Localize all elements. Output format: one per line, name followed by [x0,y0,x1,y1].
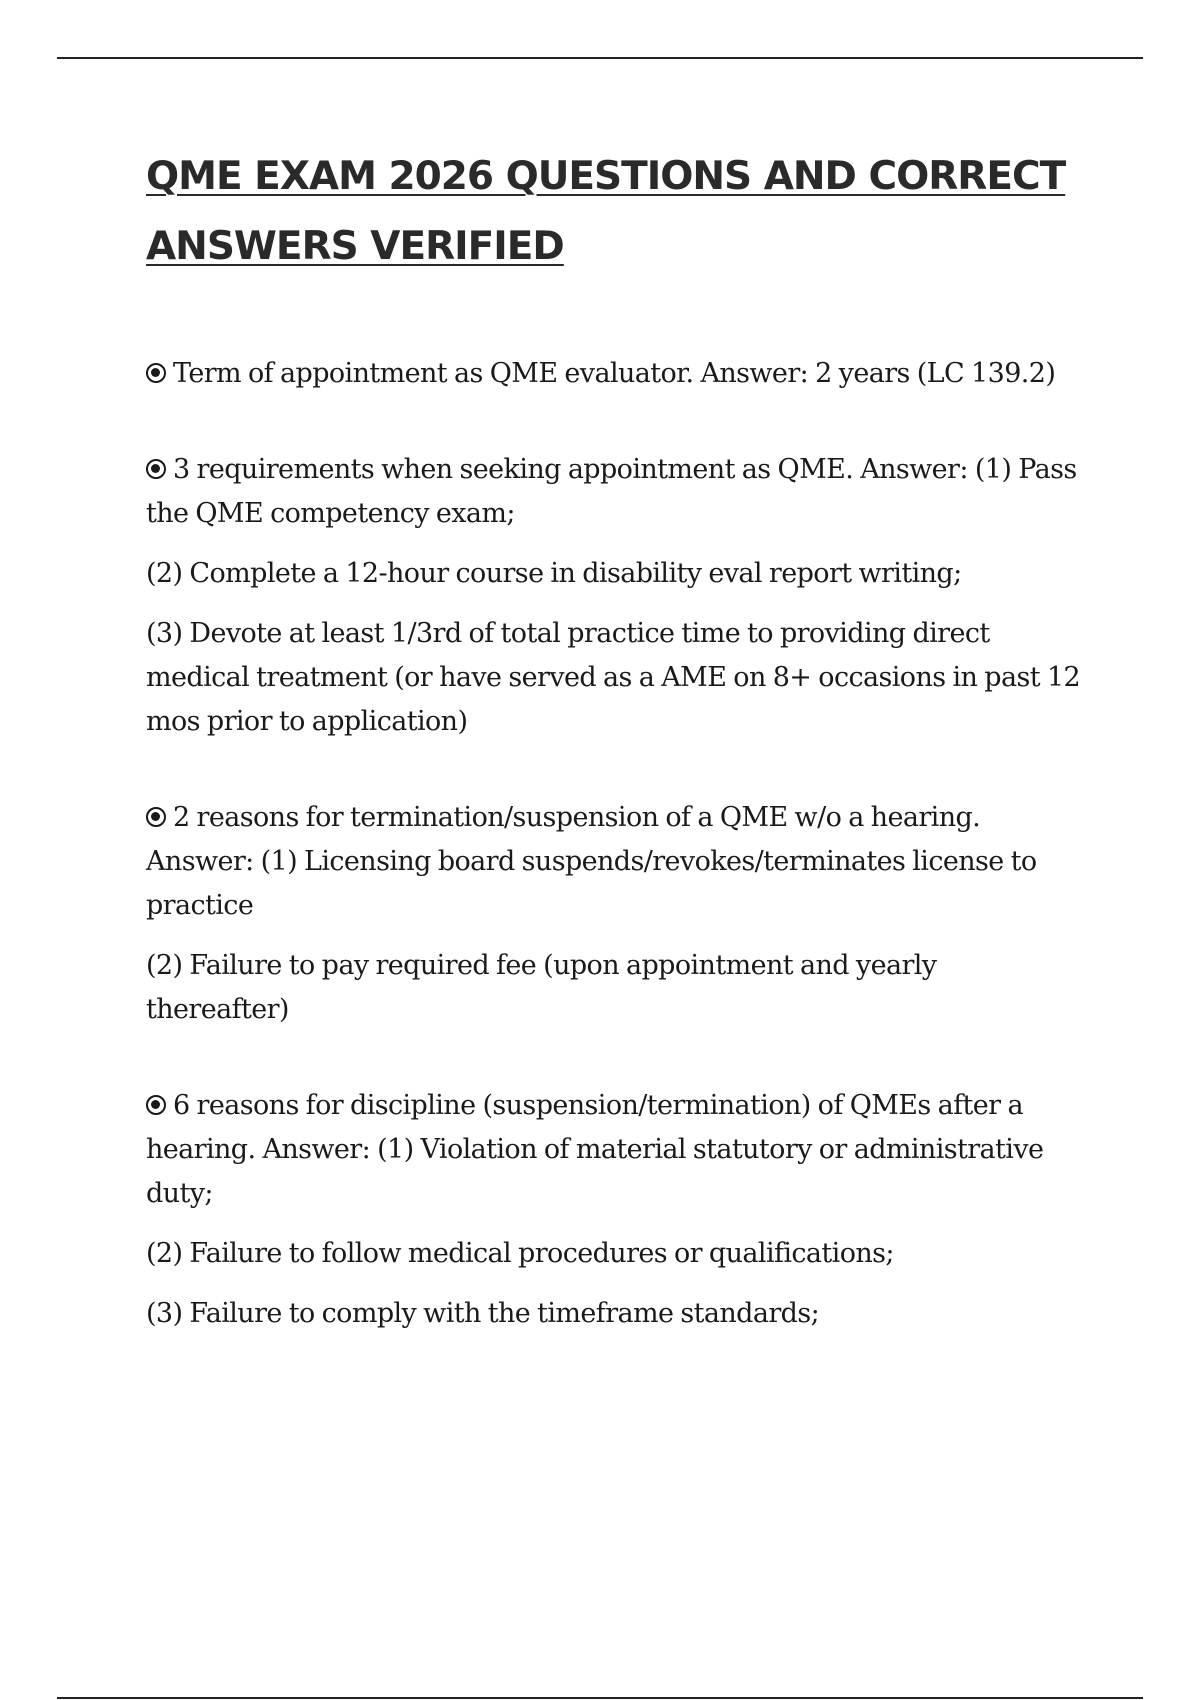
radio-bullet-icon [146,807,166,827]
footer-rule [57,1697,1143,1699]
question-paragraph [146,448,1086,536]
qa-list [146,352,1086,1388]
header-rule [57,57,1143,59]
radio-bullet-icon [146,363,166,383]
answer-paragraph: (3) Devote at least 1/3rd of total practice time to providing direct medical treatment (or have served as a AME on 8+ occasions in past 12 mos prior to application) [146,618,1081,737]
qa-item [146,352,1086,396]
answer-paragraph: (2) Failure to follow medical procedures or qualifications; [146,1238,894,1269]
answer-paragraph: (3) Failure to comply with the timeframe standards; [146,1298,820,1329]
answer-paragraph: (2) Complete a 12-hour course in disability eval report writing; [146,558,962,589]
question-paragraph [146,1084,1086,1216]
question-paragraph [146,352,1086,396]
question-text: 6 reasons for discipline (suspension/termination) of QMEs after a hearing. Answer: (1) Violation of material statutory or administrative duty; [146,1090,1044,1209]
qa-item [146,796,1086,1032]
question-text: 3 requirements when seeking appointment as QME. Answer: (1) Pass the QME competency exam; [146,454,1077,529]
qa-item [146,448,1086,744]
qa-item [146,1084,1086,1336]
question-text: Term of appointment as QME evaluator. Answer: 2 years (LC 139.2) [173,358,1056,389]
radio-bullet-icon [146,1095,166,1115]
page-title: QME EXAM 2026 QUESTIONS AND CORRECT ANSWERS VERIFIED [146,154,1066,269]
question-text: 2 reasons for termination/suspension of a QME w/o a hearing. Answer: (1) Licensing board suspends/revokes/terminates license to practice [146,802,1037,921]
radio-bullet-icon [146,459,166,479]
answer-paragraph: (2) Failure to pay required fee (upon appointment and yearly thereafter) [146,950,937,1025]
question-paragraph [146,796,1086,928]
